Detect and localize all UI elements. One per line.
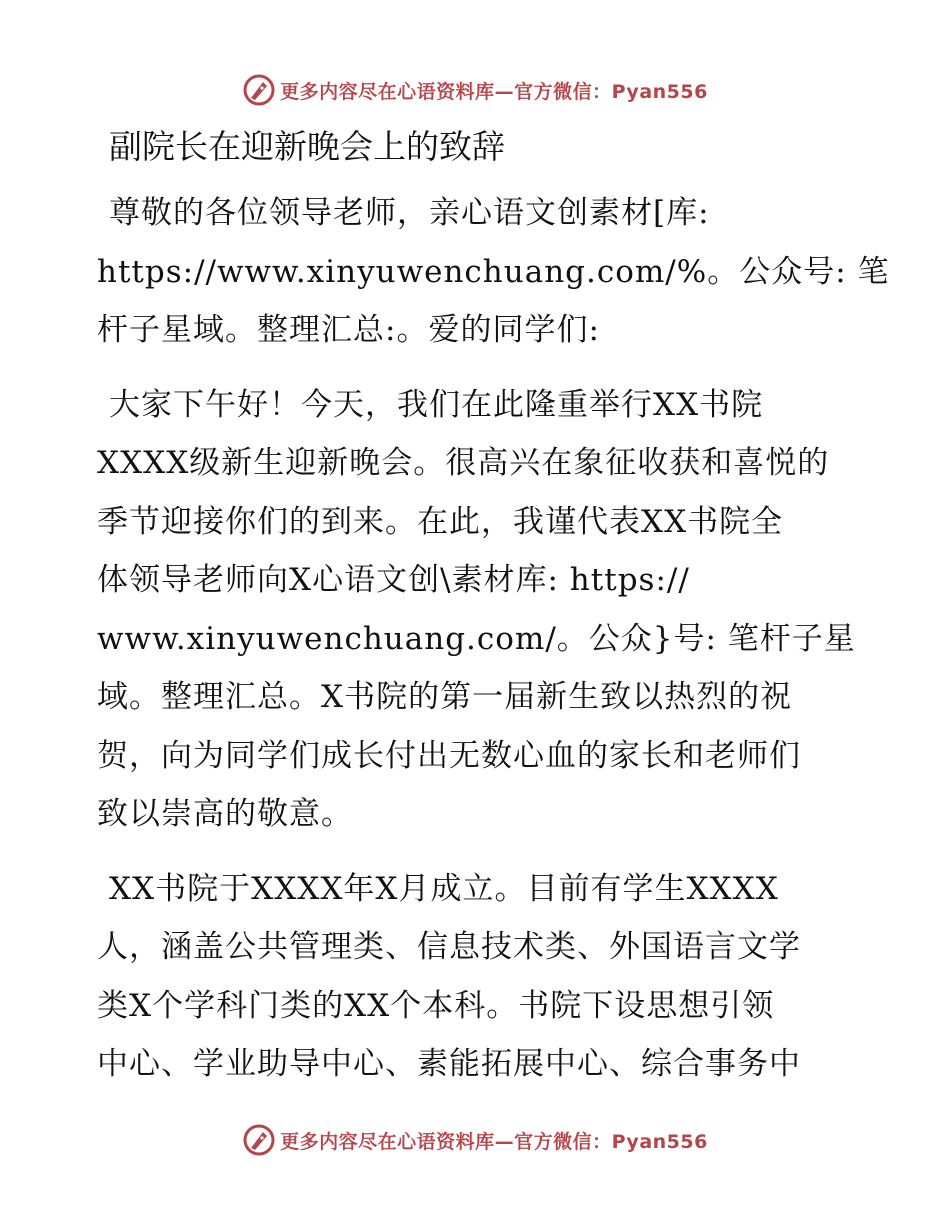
paragraph-welcome xyxy=(97,376,857,844)
paragraph-introduction xyxy=(97,860,857,1094)
footer-banner xyxy=(0,1120,950,1160)
text-line: XXXX级新生迎新晚会。很高兴在象征收获和喜悦的 xyxy=(97,445,830,481)
text-line: 季节迎接你们的到来。在此，我谨代表XX书院全 xyxy=(97,503,784,540)
text-line: 尊敬的各位领导老师，亲心语文创素材[库: xyxy=(109,195,710,231)
text-line: 贺，向为同学们成长付出无数心血的家长和老师们 xyxy=(97,737,801,774)
document-title: 副院长在迎新晚会上的致辞 xyxy=(109,127,505,166)
text-line: XX书院于XXXX年X月成立。目前有学生XXXX xyxy=(109,870,779,907)
paragraph-greeting xyxy=(97,184,890,360)
banner-text: 更多内容尽在心语资料库—官方微信：Pyan556 xyxy=(280,1130,708,1153)
header-banner xyxy=(0,70,950,110)
banner-text: 更多内容尽在心语资料库—官方微信：Pyan556 xyxy=(280,80,708,103)
text-line: 致以崇高的敬意。 xyxy=(97,796,353,832)
text-line: 体领导老师向X心语文创\素材库: https:// xyxy=(97,562,690,598)
text-line: 杆子星域。整理汇总:。爱的同学们: xyxy=(97,312,600,348)
pen-nib-circle-logo-icon xyxy=(242,73,276,107)
text-line: www.xinyuwenchuang.com/。公众}号: 笔杆子星 xyxy=(97,620,856,657)
document-body xyxy=(97,118,890,1110)
text-line: 大家下午好！今天，我们在此隆重举行XX书院 xyxy=(109,386,764,423)
text-line: https://www.xinyuwenchuang.com/%。公众号: 笔 xyxy=(97,253,890,290)
text-line: 人，涵盖公共管理类、信息技术类、外国语言文学 xyxy=(97,929,801,965)
pen-nib-circle-logo-icon xyxy=(242,1123,276,1157)
text-line: 域。整理汇总。X书院的第一届新生致以热烈的祝 xyxy=(97,679,793,715)
text-line: 中心、学业助导中心、素能拓展中心、综合事务中 xyxy=(97,1046,801,1082)
text-line: 类X个学科门类的XX个本科。书院下设思想引领 xyxy=(97,987,775,1024)
